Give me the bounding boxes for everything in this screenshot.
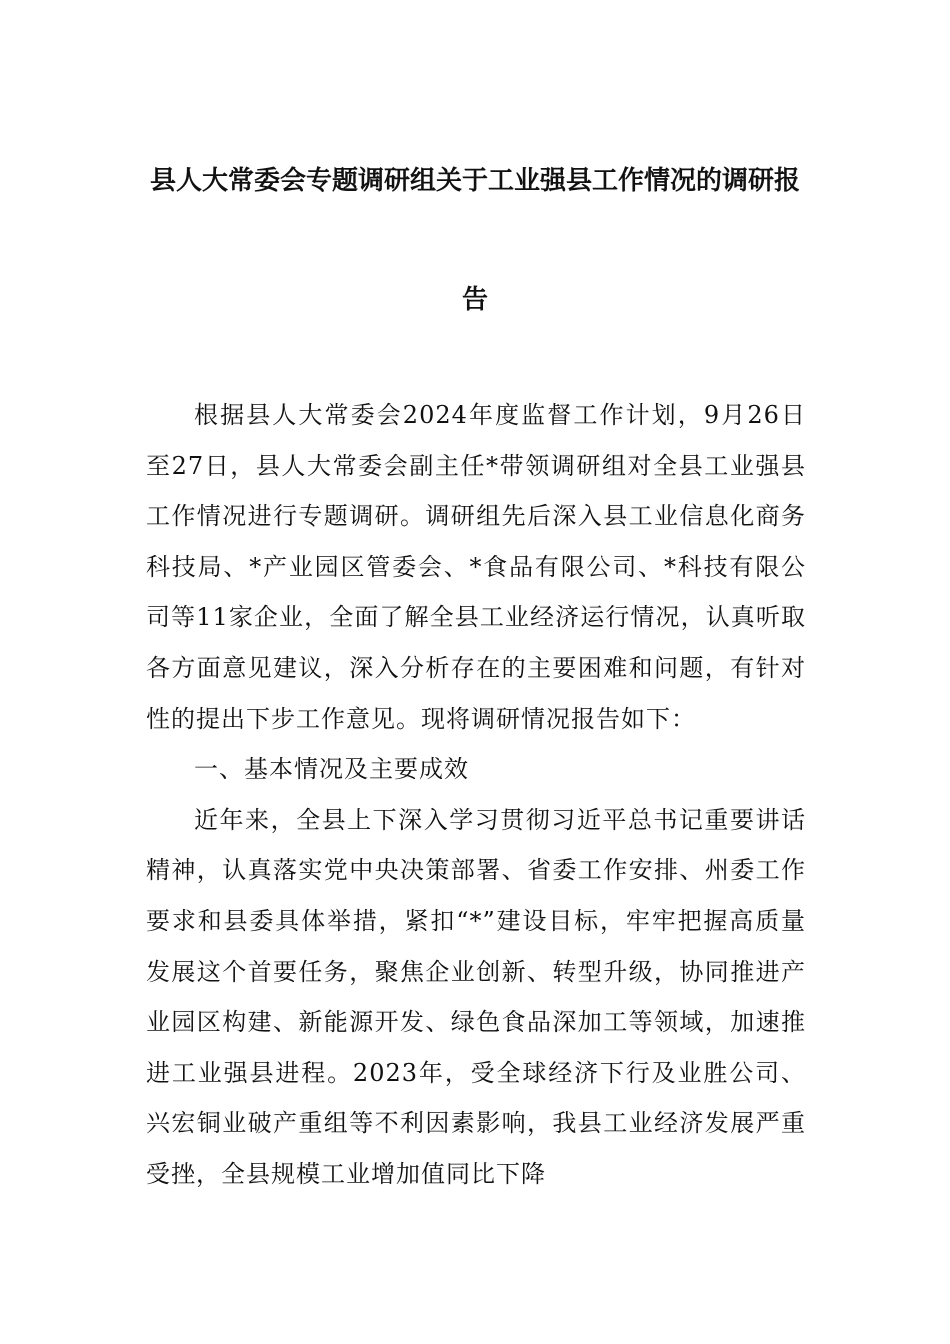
document-title-line-1: 县人大常委会专题调研组关于工业强县工作情况的调研报 (149, 166, 800, 196)
intro-paragraph: 根据县人大常委会2024年度监督工作计划，9月26日至27日，县人大常委会副主任*带领调研组对全县工业强县工作情况进行专题调研。调研组先后深入县工业信息化商务科技局、*产业园区管委会、*食品有限公司、*科技有限公司等11家企业，全面了解全县工业经济运行情况，认真听取各方面意见建议，深入分析存在的主要困难和问题，有针对性的提出下步工作意见。现将调研情况报告如下： (146, 401, 806, 733)
document-title-line-2: 告 (461, 285, 488, 315)
section-heading: 一、基本情况及主要成效 (194, 755, 469, 784)
document-body (146, 390, 806, 1200)
body-paragraph: 近年来，全县上下深入学习贯彻习近平总书记重要讲话精神，认真落实党中央决策部署、省委工作安排、州委工作要求和县委具体举措，紧扣“*”建设目标，牢牢把握高质量发展这个首要任务，聚焦企业创新、转型升级，协同推进产业园区构建、新能源开发、绿色食品深加工等领域，加速推进工业强县进程。2023年，受全球经济下行及业胜公司、兴宏铜业破产重组等不利因素影响，我县工业经济发展严重受挫，全县规模工业增加值同比下降 (146, 805, 806, 1188)
